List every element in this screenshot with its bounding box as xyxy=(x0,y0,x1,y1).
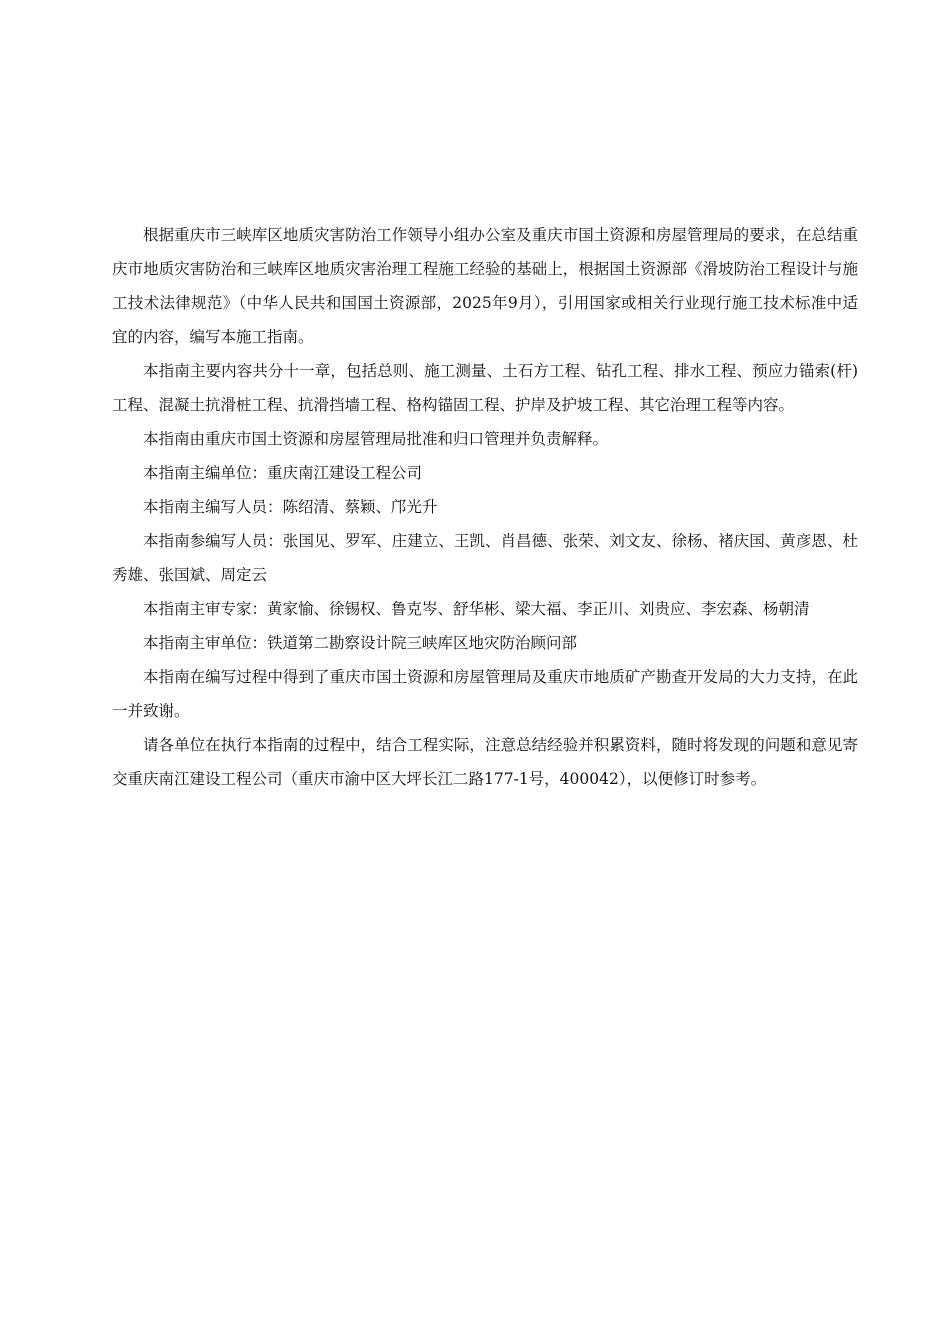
paragraph-approval: 本指南由重庆市国土资源和房屋管理局批准和归口管理并负责解释。 xyxy=(143,430,609,448)
paragraph-review-unit: 本指南主审单位：铁道第二勘察设计院三峡库区地灾防治顾问部 xyxy=(143,634,578,652)
paragraph-basis: 根据重庆市三峡库区地质灾害防治工作领导小组办公室及重庆市国土资源和房屋管理局的要求，在总结重庆市地质灾害防治和三峡库区地质灾害治理工程施工经验的基础上，根据国土资源部《滑坡防治工程设计与施工技术法律规范》（中华人民共和国国土资源部，2025年9月），引用国家或相关行业现行施工技术标准中适宜的内容，编写本施工指南。 xyxy=(112,226,858,346)
preface-body xyxy=(112,218,858,796)
paragraph-acknowledgement: 本指南在编写过程中得到了重庆市国土资源和房屋管理局及重庆市地质矿产勘查开发局的大力支持，在此一并致谢。 xyxy=(112,668,858,720)
paragraph-co-editors: 本指南参编写人员：张国见、罗军、庄建立、王凯、肖昌德、张荣、刘文友、徐杨、褚庆国、黄彦恩、杜秀雄、张国斌、周定云 xyxy=(112,532,858,584)
paragraph-chief-editors: 本指南主编写人员：陈绍清、蔡颖、邝光升 xyxy=(143,498,438,516)
paragraph-contents: 本指南主要内容共分十一章，包括总则、施工测量、土石方工程、钻孔工程、排水工程、预应力锚索(杆)工程、混凝土抗滑桩工程、抗滑挡墙工程、格构锚固工程、护岸及护坡工程、其它治理工程等内容。 xyxy=(112,362,858,414)
paragraph-feedback: 请各单位在执行本指南的过程中，结合工程实际，注意总结经验并积累资料，随时将发现的问题和意见寄交重庆南江建设工程公司（重庆市渝中区大坪长江二路177-1号，400042），以便修订时参考。 xyxy=(112,736,858,788)
paragraph-review-experts: 本指南主审专家：黄家愉、徐锡权、鲁克岑、舒华彬、梁大福、李正川、刘贵应、李宏森、杨朝清 xyxy=(143,600,810,618)
paragraph-chief-editor-unit: 本指南主编单位：重庆南江建设工程公司 xyxy=(143,464,423,482)
